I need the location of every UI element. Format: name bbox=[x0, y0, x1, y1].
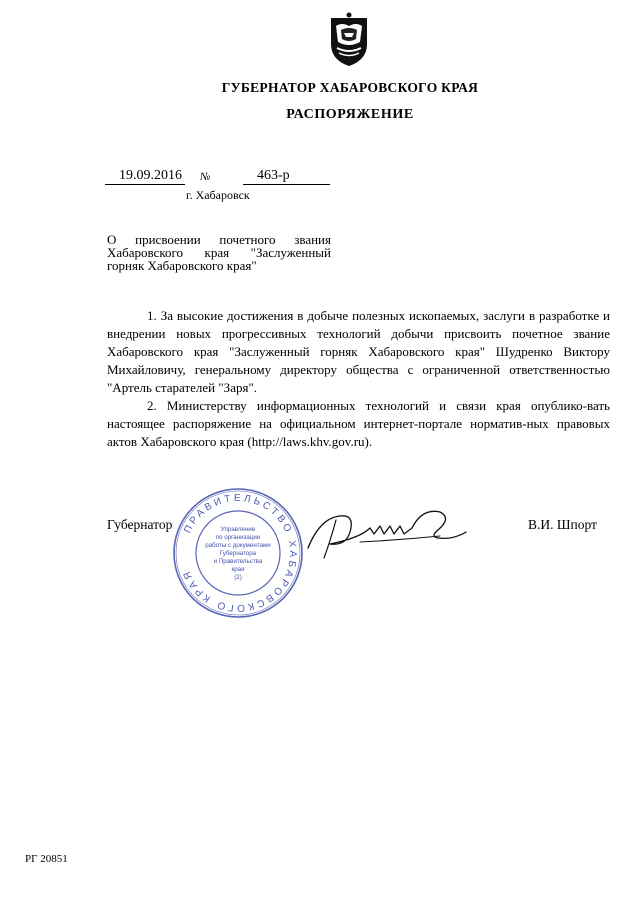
paragraph-1: 1. За высокие достижения в добыче полезных ископаемых, заслуги в разработке и внедрении новых прогрессивных технологий добычи присвоить почетное звание Хабаровского края "Заслуженный горняк Хабаровского края" Шудренко Виктору Михайловичу, генеральному директору общества с ограниченной ответственностью "Артель старателей "Заря". bbox=[107, 308, 610, 395]
document-number: 463-р bbox=[257, 168, 290, 183]
date-underline bbox=[105, 184, 185, 185]
seal-line: (2) bbox=[234, 574, 242, 581]
number-sign: № bbox=[200, 171, 211, 183]
authority-title: ГУБЕРНАТОР ХАБАРОВСКОГО КРАЯ bbox=[221, 80, 479, 95]
seal-line: работы с документами bbox=[205, 542, 271, 549]
paragraph-2: 2. Министерству информационных технологий и связи края опублико-вать настоящее распоряжение на официальном интернет-портале норматив-ных правовых актов Хабаровского края (http://laws.khv.gov.ru). bbox=[107, 398, 610, 449]
document-date: 19.09.2016 bbox=[119, 168, 182, 183]
seal-ring-text: ПРАВИТЕЛЬСТВО ХАБАРОВСКОГО КРАЯ bbox=[180, 492, 299, 614]
coat-of-arms-icon bbox=[327, 12, 371, 68]
document-body bbox=[107, 307, 610, 451]
seal-line: по организации bbox=[215, 534, 261, 541]
signatory-name: В.И. Шпорт bbox=[528, 517, 597, 532]
registration-code: РГ 20851 bbox=[25, 853, 68, 865]
document-city: г. Хабаровск bbox=[186, 188, 250, 202]
handwritten-signature bbox=[300, 498, 470, 568]
document-type: РАСПОРЯЖЕНИЕ bbox=[286, 107, 414, 122]
seal-line: и Правительства bbox=[213, 558, 263, 565]
signatory-title: Губернатор bbox=[107, 517, 173, 532]
document-subject: О присвоении почетного звания Хабаровского края "Заслуженный горняк Хабаровского края" bbox=[107, 232, 331, 273]
official-seal bbox=[170, 485, 306, 621]
seal-line: края bbox=[231, 566, 245, 573]
seal-line: Губернатора bbox=[219, 550, 257, 557]
seal-line: Управление bbox=[220, 526, 256, 533]
date-number-line bbox=[105, 168, 335, 186]
number-underline bbox=[243, 184, 330, 185]
